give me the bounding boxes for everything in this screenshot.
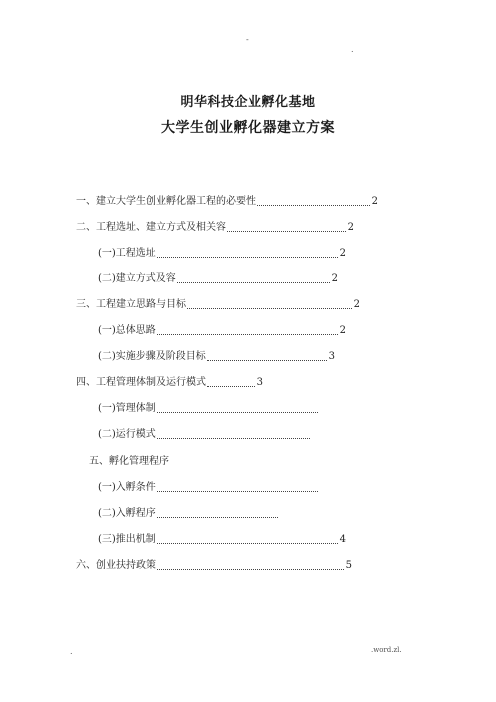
toc-entry-label: 三、工程建立思路与目标 [76, 299, 186, 310]
toc-entry-label: 五、孵化管理程序 [89, 456, 169, 467]
toc-leader-dots [157, 326, 338, 335]
toc-page-number: 2 [353, 299, 360, 310]
toc-entry-label: 一、建立大学生创业孵化器工程的必要性 [76, 196, 256, 207]
toc-entry[interactable] [76, 196, 378, 208]
toc-entry[interactable] [98, 351, 335, 363]
toc-entry-label: 二、工程选址、建立方式及相关容 [76, 222, 226, 233]
toc-entry[interactable] [76, 222, 354, 234]
toc-entry-label: (三)推出机制 [98, 534, 156, 545]
toc-leader-dots [187, 300, 352, 309]
header-mark-left: - [246, 35, 249, 44]
toc-leader-dots [157, 561, 344, 570]
toc-entry[interactable] [98, 403, 320, 415]
header-mark-right: . [351, 45, 354, 54]
toc-page-number: 2 [331, 273, 338, 284]
toc-entry-label: (二)建立方式及容 [98, 273, 176, 284]
toc-leader-dots [257, 197, 370, 206]
toc-entry[interactable] [89, 456, 169, 468]
toc-leader-dots [157, 404, 318, 413]
toc-entry-label: (二)入孵程序 [98, 508, 156, 519]
toc-leader-dots [177, 274, 330, 283]
toc-leader-dots [207, 378, 255, 387]
toc-page-number: 4 [339, 534, 346, 545]
toc-page-number: 5 [345, 560, 352, 571]
document-title-line1: 明华科技企业孵化基地 [180, 95, 316, 110]
toc-leader-dots [157, 535, 338, 544]
toc-entry-label: (一)工程选址 [98, 248, 156, 259]
toc-leader-dots [227, 223, 346, 232]
toc-entry[interactable] [98, 273, 338, 285]
toc-entry-label: (一)管理体制 [98, 403, 156, 414]
toc-entry[interactable] [76, 299, 360, 311]
toc-entry[interactable] [98, 482, 320, 494]
toc-entry[interactable] [98, 508, 280, 520]
toc-page-number: 2 [339, 325, 346, 336]
toc-leader-dots [157, 483, 318, 492]
toc-entry-label: (一)入孵条件 [98, 482, 156, 493]
footer-mark-right: .word.zl. [371, 646, 402, 654]
toc-leader-dots [157, 249, 338, 258]
toc-entry-label: (二)运行模式 [98, 429, 156, 440]
toc-leader-dots [207, 352, 327, 361]
toc-entry[interactable] [98, 429, 312, 441]
toc-entry[interactable] [98, 248, 346, 260]
toc-entry-label: 四、工程管理体制及运行模式 [76, 377, 206, 388]
toc-page-number: 2 [347, 222, 354, 233]
document-title-line2: 大学生创业孵化器建立方案 [161, 120, 335, 136]
toc-page-number: 3 [256, 377, 263, 388]
toc-entry-label: 六、创业扶持政策 [76, 560, 156, 571]
footer-mark-left: . [70, 647, 73, 656]
toc-entry[interactable] [98, 534, 346, 546]
toc-page-number: 2 [371, 196, 378, 207]
toc-leader-dots [157, 509, 278, 518]
toc-entry[interactable] [76, 560, 352, 572]
toc-leader-dots [157, 430, 310, 439]
toc-entry-label: (一)总体思路 [98, 325, 156, 336]
toc-page-number: 3 [328, 351, 335, 362]
toc-entry[interactable] [98, 325, 346, 337]
toc-page-number: 2 [339, 248, 346, 259]
toc-entry[interactable] [76, 377, 263, 389]
toc-entry-label: (二)实施步骤及阶段目标 [98, 351, 206, 362]
